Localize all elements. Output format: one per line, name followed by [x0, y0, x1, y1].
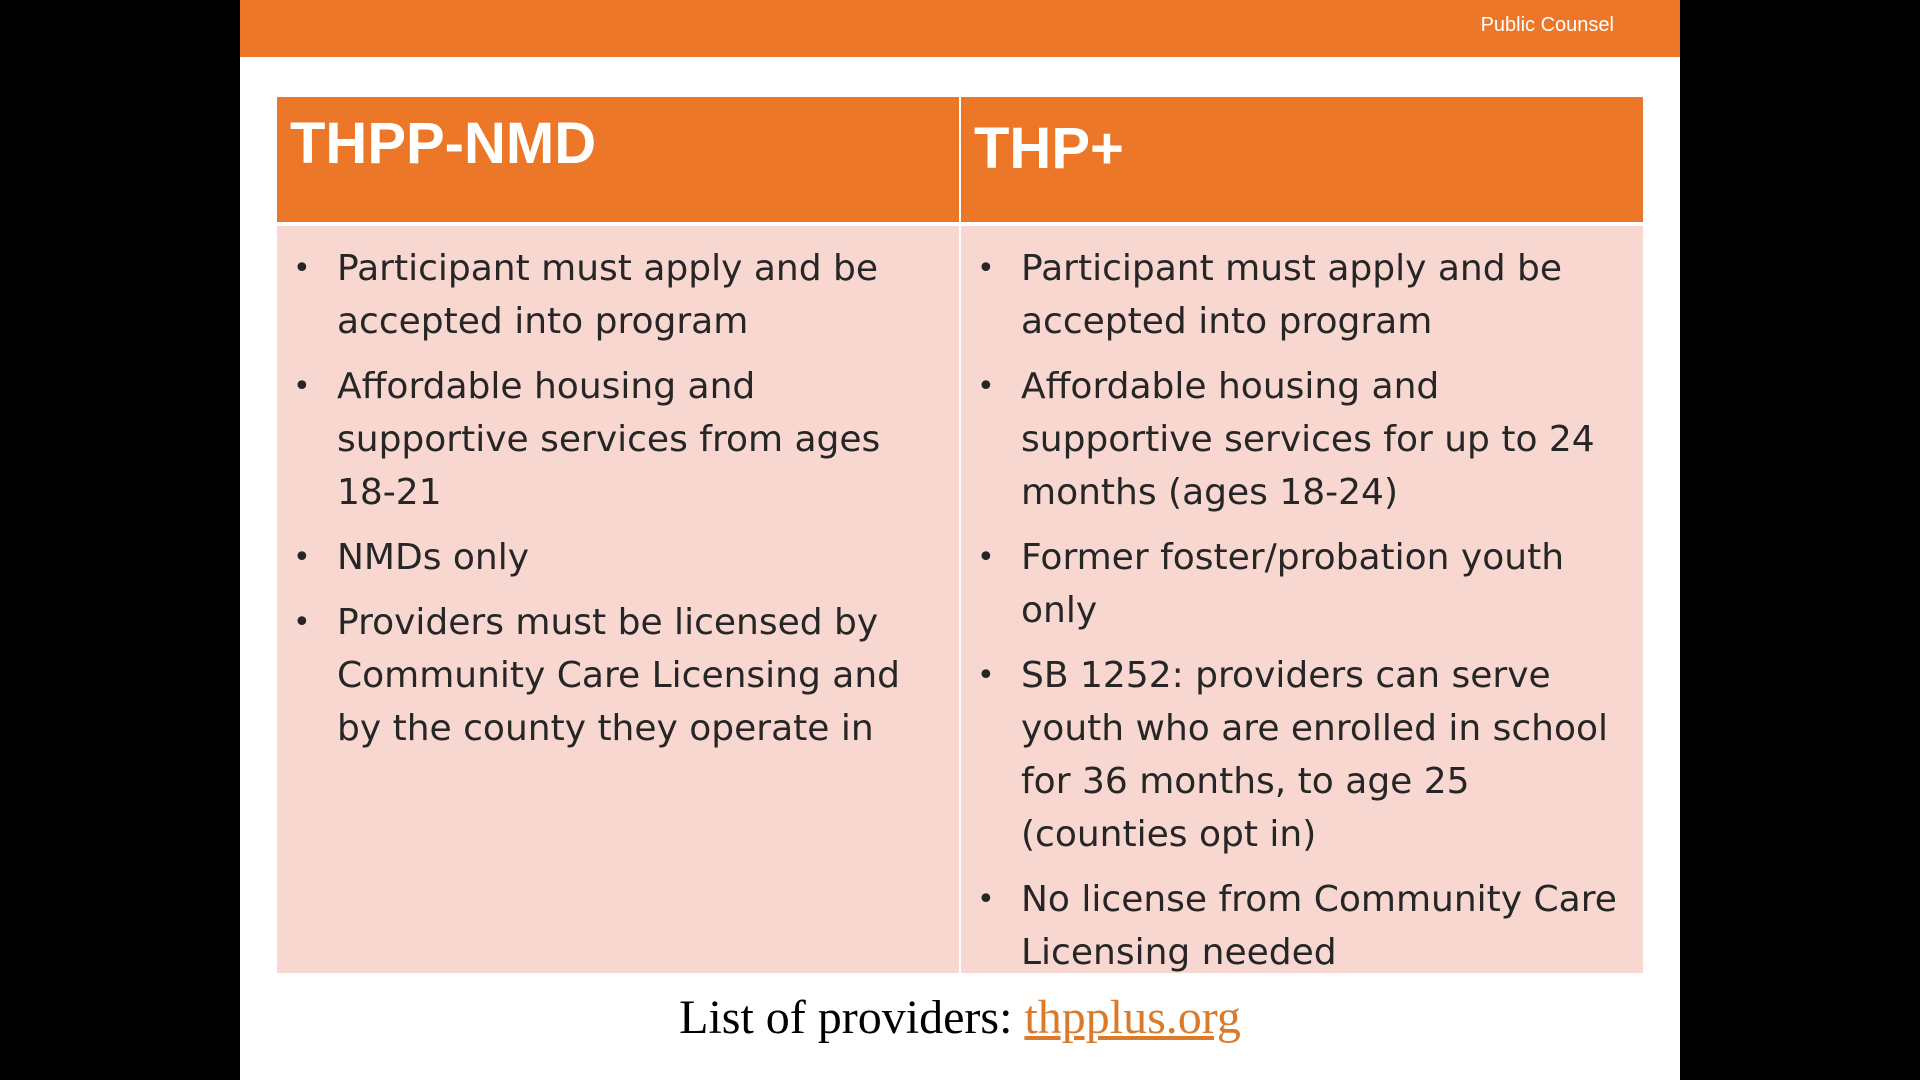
bullet-icon: • — [293, 605, 311, 640]
list-item-text: Affordable housing and supportive services from ages 18-21 — [337, 366, 881, 513]
list-item — [974, 873, 1625, 979]
list-item-text: NMDs only — [337, 537, 530, 578]
list-item — [974, 531, 1625, 637]
list-item — [974, 242, 1625, 348]
brand-label: Public Counsel — [1480, 14, 1614, 36]
list-item — [974, 360, 1625, 519]
providers-link[interactable]: thpplus.org — [1024, 991, 1241, 1044]
providers-footer — [240, 990, 1680, 1045]
list-item — [974, 649, 1625, 861]
bullet-list-thp-plus — [974, 242, 1625, 979]
list-item-text: Participant must apply and be accepted into program — [337, 248, 879, 342]
list-item-text: Participant must apply and be accepted into program — [1021, 248, 1563, 342]
providers-label: List of providers: — [679, 991, 1025, 1044]
bullet-icon: • — [977, 540, 995, 575]
list-item-text: SB 1252: providers can serve youth who are enrolled in school for 36 months, to age 25 (counties opt in) — [1021, 655, 1609, 855]
column-header-thpp-nmd: THPP-NMD — [277, 97, 959, 222]
bullet-list-thpp-nmd — [290, 242, 941, 755]
bullet-icon: • — [977, 658, 995, 693]
list-item-text: Providers must be licensed by Community Care Licensing and by the county they operate in — [337, 602, 901, 749]
list-item-text: No license from Community Care Licensing needed — [1021, 879, 1617, 973]
bullet-icon: • — [293, 369, 311, 404]
bullet-icon: • — [977, 882, 995, 917]
top-bar — [240, 0, 1680, 57]
list-item-text: Affordable housing and supportive services for up to 24 months (ages 18-24) — [1021, 366, 1595, 513]
column-body-thpp-nmd — [277, 226, 959, 973]
comparison-table — [277, 97, 1643, 973]
slide — [240, 0, 1680, 1080]
column-header-thp-plus: THP+ — [961, 97, 1643, 222]
column-body-thp-plus — [961, 226, 1643, 973]
list-item — [290, 531, 941, 584]
bullet-icon: • — [977, 251, 995, 286]
list-item — [290, 360, 941, 519]
bullet-icon: • — [977, 369, 995, 404]
list-item-text: Former foster/probation youth only — [1021, 537, 1565, 631]
list-item — [290, 596, 941, 755]
list-item — [290, 242, 941, 348]
bullet-icon: • — [293, 251, 311, 286]
bullet-icon: • — [293, 540, 311, 575]
